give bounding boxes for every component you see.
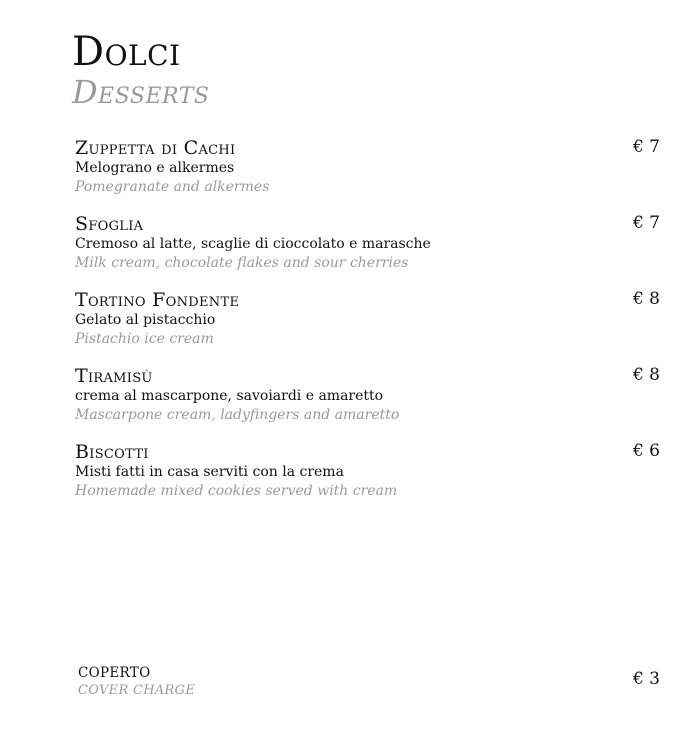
item-price: € 7 [632, 137, 660, 157]
page-subtitle: Desserts [72, 73, 210, 111]
page-title: Dolci [72, 29, 181, 75]
item-description: Melograno e alkermes [75, 160, 235, 176]
item-price: € 6 [632, 441, 660, 461]
menu-item [75, 365, 665, 425]
item-translation: Pistachio ice cream [75, 331, 214, 347]
menu-item [75, 213, 665, 273]
cover-charge [78, 664, 195, 700]
item-description: Cremoso al latte, scaglie di cioccolato e marasche [75, 236, 431, 252]
cover-charge-price: € 3 [632, 669, 660, 689]
menu-item [75, 441, 665, 501]
item-name: Sfoglia [75, 213, 144, 235]
item-translation: Homemade mixed cookies served with cream [75, 483, 398, 499]
item-description: Gelato al pistacchio [75, 312, 216, 328]
item-description: Misti fatti in casa serviti con la crema [75, 464, 344, 480]
item-price: € 7 [632, 213, 660, 233]
item-description: crema al mascarpone, savoiardi e amaretto [75, 388, 384, 404]
menu-item [75, 137, 665, 197]
menu-item [75, 289, 665, 349]
item-price: € 8 [632, 365, 660, 385]
item-name: Tiramisù [75, 365, 153, 387]
cover-charge-label: COPERTO [78, 665, 151, 681]
item-price: € 8 [632, 289, 660, 309]
item-name: Zuppetta di Cachi [75, 137, 236, 159]
item-translation: Mascarpone cream, ladyfingers and amaretto [75, 407, 400, 423]
item-translation: Milk cream, chocolate flakes and sour cherries [75, 255, 409, 271]
cover-charge-translation: COVER CHARGE [78, 683, 196, 698]
item-translation: Pomegranate and alkermes [75, 179, 270, 195]
item-name: Biscotti [75, 441, 149, 463]
item-name: Tortino Fondente [75, 289, 240, 311]
